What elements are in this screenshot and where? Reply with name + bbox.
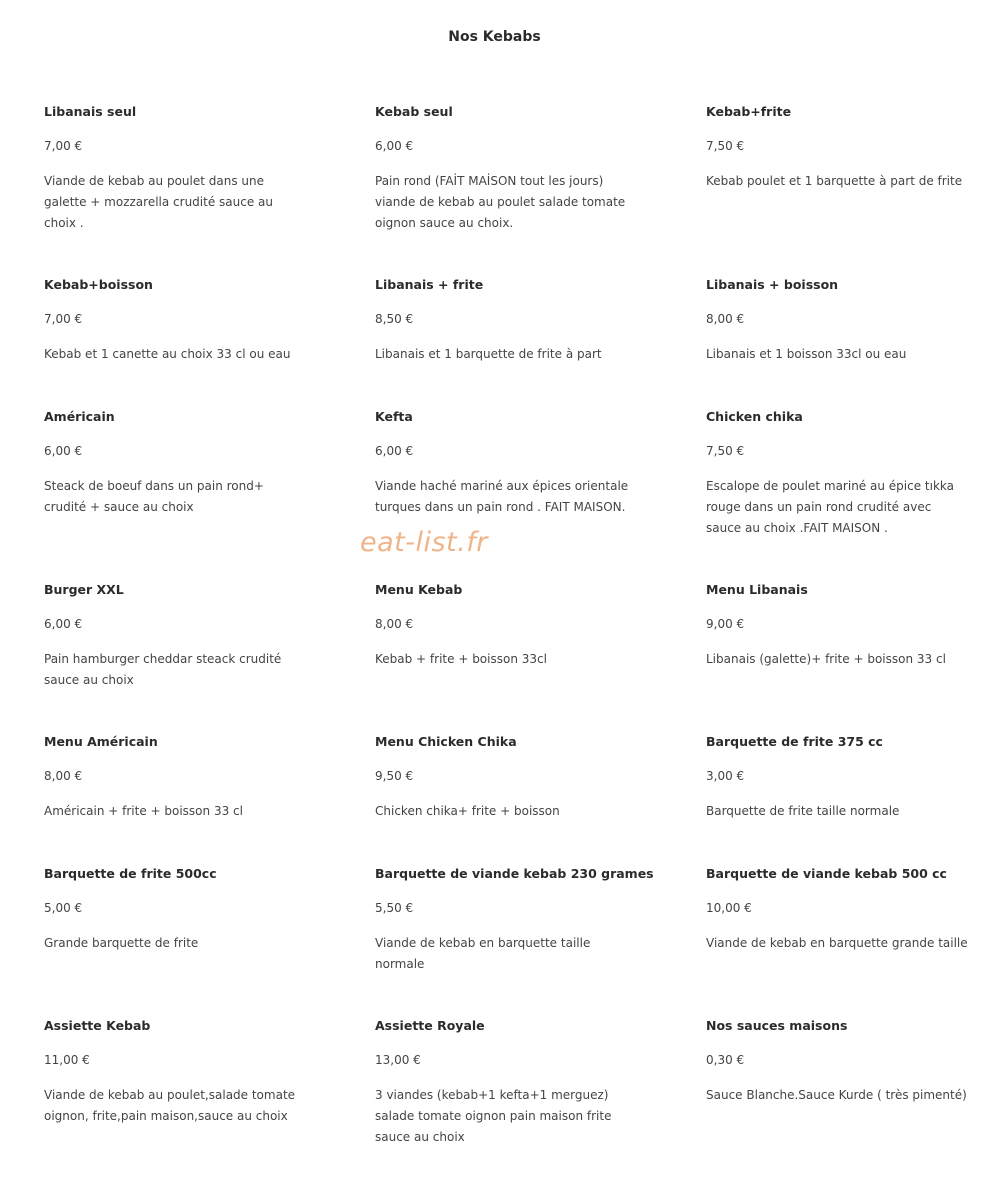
item-description: Grande barquette de frite	[44, 936, 199, 950]
item-description: Kebab + frite + boisson 33cl	[375, 652, 547, 666]
menu-item	[44, 409, 306, 582]
item-name: Assiette Royale	[375, 1018, 485, 1033]
item-name: Barquette de frite 375 cc	[706, 734, 883, 749]
item-description: Pain rond (FAİT MAİSON tout les jours) viande de kebab au poulet salade tomate oignon sauce au choix.	[375, 174, 626, 230]
item-description: Viande de kebab au poulet dans une galette + mozzarella crudité sauce au choix .	[44, 174, 273, 230]
item-description: Viande haché mariné aux épices orientale turques dans un pain rond . FAIT MAISON.	[375, 479, 629, 514]
item-name: Kebab seul	[375, 104, 453, 119]
item-price: 6,00 €	[44, 444, 83, 458]
item-price: 9,50 €	[375, 769, 414, 783]
item-name: Américain	[44, 409, 115, 424]
menu-item	[44, 866, 306, 1018]
item-price: 9,00 €	[706, 617, 745, 631]
item-description: Kebab poulet et 1 barquette à part de frite	[706, 174, 963, 188]
item-description: Américain + frite + boisson 33 cl	[44, 804, 243, 818]
item-name: Burger XXL	[44, 582, 124, 597]
menu-item	[706, 104, 968, 277]
item-price: 7,50 €	[706, 139, 745, 153]
item-price: 6,00 €	[375, 139, 414, 153]
item-price: 7,00 €	[44, 139, 83, 153]
item-price: 7,00 €	[44, 312, 83, 326]
item-price: 6,00 €	[44, 617, 83, 631]
menu-item	[44, 277, 306, 409]
item-price: 8,00 €	[44, 769, 83, 783]
menu-item	[706, 1018, 968, 1168]
item-name: Barquette de viande kebab 500 cc	[706, 866, 947, 881]
item-description: Steack de boeuf dans un pain rond+ crudité + sauce au choix	[44, 479, 264, 514]
menu-item	[706, 582, 968, 734]
item-name: Libanais + boisson	[706, 277, 839, 292]
page-title: Nos Kebabs	[448, 29, 541, 45]
item-name: Kebab+frite	[706, 104, 792, 119]
item-name: Libanais + frite	[375, 277, 484, 292]
item-price: 11,00 €	[44, 1053, 90, 1067]
item-price: 8,00 €	[375, 617, 414, 631]
item-name: Menu Libanais	[706, 582, 808, 597]
item-description: Libanais et 1 boisson 33cl ou eau	[706, 347, 907, 361]
menu-item	[706, 277, 968, 409]
menu-item	[44, 582, 306, 734]
item-description: Viande de kebab au poulet,salade tomate oignon, frite,pain maison,sauce au choix	[44, 1088, 296, 1123]
item-description: Viande de kebab en barquette taille normale	[375, 936, 591, 971]
item-price: 8,50 €	[375, 312, 414, 326]
item-name: Menu Américain	[44, 734, 158, 749]
item-price: 0,30 €	[706, 1053, 745, 1067]
item-name: Kebab+boisson	[44, 277, 153, 292]
item-name: Chicken chika	[706, 409, 803, 424]
menu-item	[375, 734, 637, 866]
item-price: 5,50 €	[375, 901, 414, 915]
menu-item	[375, 582, 637, 734]
menu-item	[706, 866, 968, 1018]
menu-item	[375, 1018, 637, 1168]
menu-item	[44, 1018, 306, 1168]
watermark: eat-list.fr	[360, 527, 488, 558]
menu-item	[706, 409, 968, 582]
menu-grid	[44, 104, 968, 1168]
menu-item	[375, 104, 637, 277]
item-price: 6,00 €	[375, 444, 414, 458]
item-name: Assiette Kebab	[44, 1018, 151, 1033]
menu-item	[375, 277, 637, 409]
menu-item	[706, 734, 968, 866]
item-name: Libanais seul	[44, 104, 137, 119]
item-price: 7,50 €	[706, 444, 745, 458]
item-price: 8,00 €	[706, 312, 745, 326]
item-price: 10,00 €	[706, 901, 752, 915]
item-description: Kebab et 1 canette au choix 33 cl ou eau	[44, 347, 291, 361]
item-name: Barquette de viande kebab 230 grames	[375, 866, 654, 881]
item-name: Nos sauces maisons	[706, 1018, 848, 1033]
item-description: Pain hamburger cheddar steack crudité sauce au choix	[44, 652, 282, 687]
menu-item	[44, 734, 306, 866]
item-name: Barquette de frite 500cc	[44, 866, 217, 881]
item-description: Escalope de poulet mariné au épice tıkka rouge dans un pain rond crudité avec sauce au choix .FAIT MAISON .	[706, 479, 954, 535]
item-name: Menu Chicken Chika	[375, 734, 517, 749]
item-price: 13,00 €	[375, 1053, 421, 1067]
item-description: Chicken chika+ frite + boisson	[375, 804, 560, 818]
item-description: Barquette de frite taille normale	[706, 804, 900, 818]
item-description: Sauce Blanche.Sauce Kurde ( très pimenté)	[706, 1088, 967, 1102]
item-name: Menu Kebab	[375, 582, 463, 597]
item-description: Viande de kebab en barquette grande taille	[706, 936, 968, 950]
item-price: 3,00 €	[706, 769, 745, 783]
menu-item	[375, 866, 654, 1018]
item-description: Libanais (galette)+ frite + boisson 33 cl	[706, 652, 946, 666]
item-description: 3 viandes (kebab+1 kefta+1 merguez) salade tomate oignon pain maison frite sauce au choix	[375, 1088, 612, 1144]
item-description: Libanais et 1 barquette de frite à part	[375, 347, 602, 361]
menu-item	[44, 104, 306, 277]
item-price: 5,00 €	[44, 901, 83, 915]
item-name: Kefta	[375, 409, 413, 424]
